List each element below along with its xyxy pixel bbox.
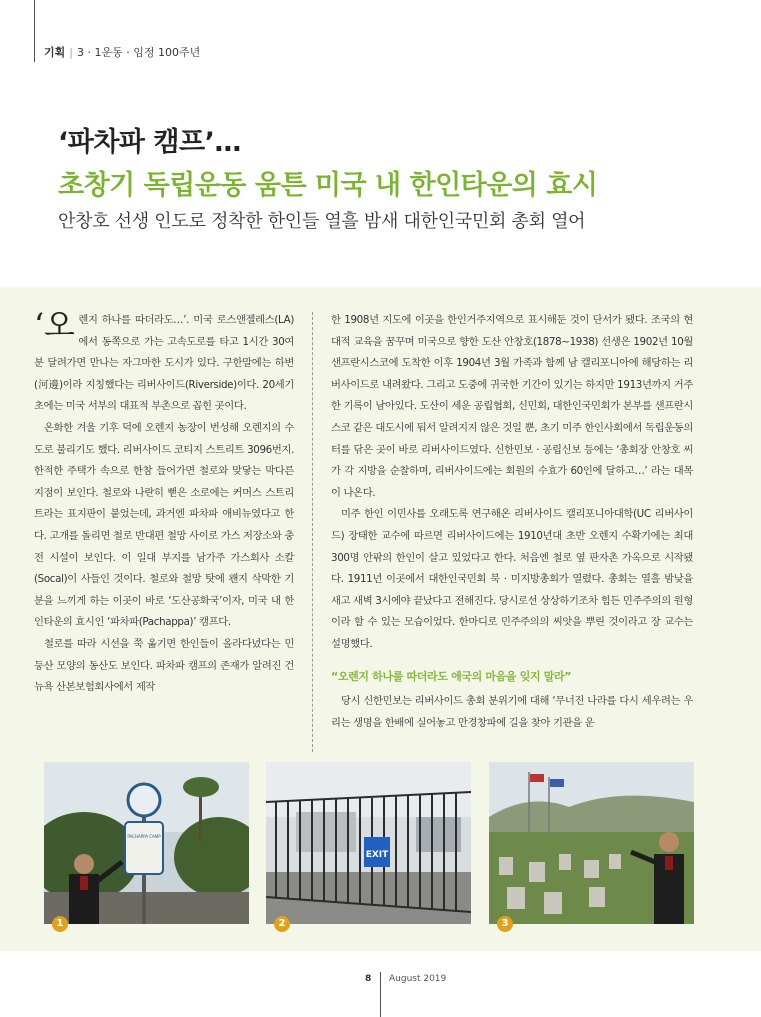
sign-text: PACHAPPA CAMP — [127, 834, 161, 839]
photo-number-badge: 2 — [274, 916, 290, 932]
photo-1-illustration — [44, 762, 249, 924]
section-series: 3 · 1운동 · 임정 100주년 — [76, 46, 201, 59]
photo-number-badge: 3 — [497, 916, 513, 932]
paragraph: 온화한 겨울 기후 덕에 오렌지 농장이 번성해 오렌지의 수도로 불리기도 했다. 리버사이드 코티지 스트리트 3096번지. 한적한 주택가 속으로 한참 들어가면 철로와 맞닿는 막다른 지점이 보인다. 철로와 나란히 뻗은 소로에는 커머스 스트리트라는 표지판이 붙었는데, 과거엔 파차파 애비뉴였다고 한다. 고개를 돌리면 철로 반대편 철망 사이로 가스 저장소와 충전 시설이 보인다. 이 일대 부지를 남가주 가스회사 소칼(Socal)이 사들인 것이다. 철로와 철망 탓에 왠지 삭막한 기분을 느끼게 하는 이곳이 바로 ‘도산공화국’이자, 미국 내 한인타운의 효시인 ‘파차파(Pachappa)’ 캠프다. — [34, 421, 294, 629]
paragraph-text: 렌지 하나를 따더라도…’. 미국 로스앤젤레스(LA)에서 동쪽으로 가는 고속도로를 타고 1시간 30여 분 달려가면 만나는 자그마한 도시가 있다. 구한말에는 하변(河邊)이라 지칭했다는 리버사이드(Riverside)이다. 20세기 초에는 미국 서부의 대표적 부촌으로 꼽힌 곳이다. — [34, 314, 294, 413]
photo-number-badge: 1 — [52, 916, 68, 932]
article-column-1 — [34, 306, 294, 699]
subtitle: 안창호 선생 인도로 정착한 한인들 열흘 밤새 대한인국민회 총회 열어 — [58, 211, 586, 232]
paragraph: 철로를 따라 시선을 쭉 옮기면 한인들이 올라다녔다는 민둥산 모양의 동산도 보인다. 파차파 캠프의 존재가 알려진 건 뉴욕 산본보험회사에서 제작 — [34, 637, 294, 694]
section-category: 기획 — [44, 46, 66, 59]
column-divider — [312, 312, 313, 752]
page-number: 8 — [365, 974, 372, 984]
article-column-2 — [331, 310, 693, 734]
photo-3-illustration — [489, 762, 694, 924]
title-line-2: 초창기 독립운동 움튼 미국 내 한인타운의 효시 — [58, 170, 598, 201]
paragraph — [34, 306, 294, 418]
section-header — [44, 44, 200, 60]
title-line-1: ‘파차파 캠프’… — [58, 127, 241, 158]
photo-2-illustration — [266, 762, 471, 924]
photo-gated-facility — [266, 762, 471, 924]
photo-cemetery — [489, 762, 694, 924]
paragraph: 당시 신한민보는 리버사이드 총회 분위기에 대해 ‘무너진 나라를 다시 세우려는 우리는 생명을 한배에 실어놓고 만경창파에 길을 찾아 기관을 운 — [331, 695, 693, 729]
header-rule — [34, 0, 35, 62]
footer-rule — [380, 972, 381, 1017]
exit-sign-text: EXIT — [365, 850, 389, 860]
dropcap: ‘오 — [34, 306, 75, 344]
paragraph: 미주 한인 이민사를 오래도록 연구해온 리버사이드 캘리포니아대학(UC 리버사이드) 장태한 교수에 따르면 리버사이드에는 1910년대 초반 오렌지 수확기에는 최대 300명 안팎의 한인이 살고 있었다고 한다. 처음엔 철로 옆 판자촌 가옥으로 시작됐다. 1911년 이곳에서 대한인국민회 북 · 미지방총회가 열렸다. 총회는 열흘 밤낮을 새고 새벽 3시에야 끝났다고 전해진다. 당시로선 상상하기조차 힘든 민주주의의 원형이라 할 수 있는 모습이었다. 한마디로 민주주의의 씨앗을 뿌린 것이라고 장 교수는 설명했다. — [331, 508, 693, 650]
subheading: “오렌지 하나를 따더라도 애국의 마음을 잊지 말라” — [331, 669, 572, 683]
photo-pachappa-sign — [44, 762, 249, 924]
section-separator: | — [69, 46, 73, 59]
paragraph: 한 1908년 지도에 이곳을 한인거주지역으로 표시해둔 것이 단서가 됐다. 조국의 현대적 교육을 꿈꾸며 미국으로 향한 도산 안창호(1878~1938) 선생은 1902년 10월 샌프란시스코에 도착한 이후 1904년 3월 가족과 함께 남 캘리포니아에 해당하는 리버사이드로 내려왔다. 그리고 도중에 귀국한 기간이 있기는 하지만 1913년까지 거주한 기록이 남아있다. 도산이 세운 공립협회, 신민회, 대한인국민회가 본부를 샌프란시스코 같은 대도시에 둬서 알려지지 않은 것일 뿐, 초기 미주 한인사회에서 독립운동의 터를 닦은 곳이 바로 리버사이드였다. 신한민보 · 공립신보 등에는 ‘총회장 안창호 씨가 각 지방을 순찰하며, 리버사이드에는 회원의 수효가 60인에 달하고…’ 라는 대목이 나온다. — [331, 314, 693, 499]
issue-date: August 2019 — [389, 974, 447, 984]
